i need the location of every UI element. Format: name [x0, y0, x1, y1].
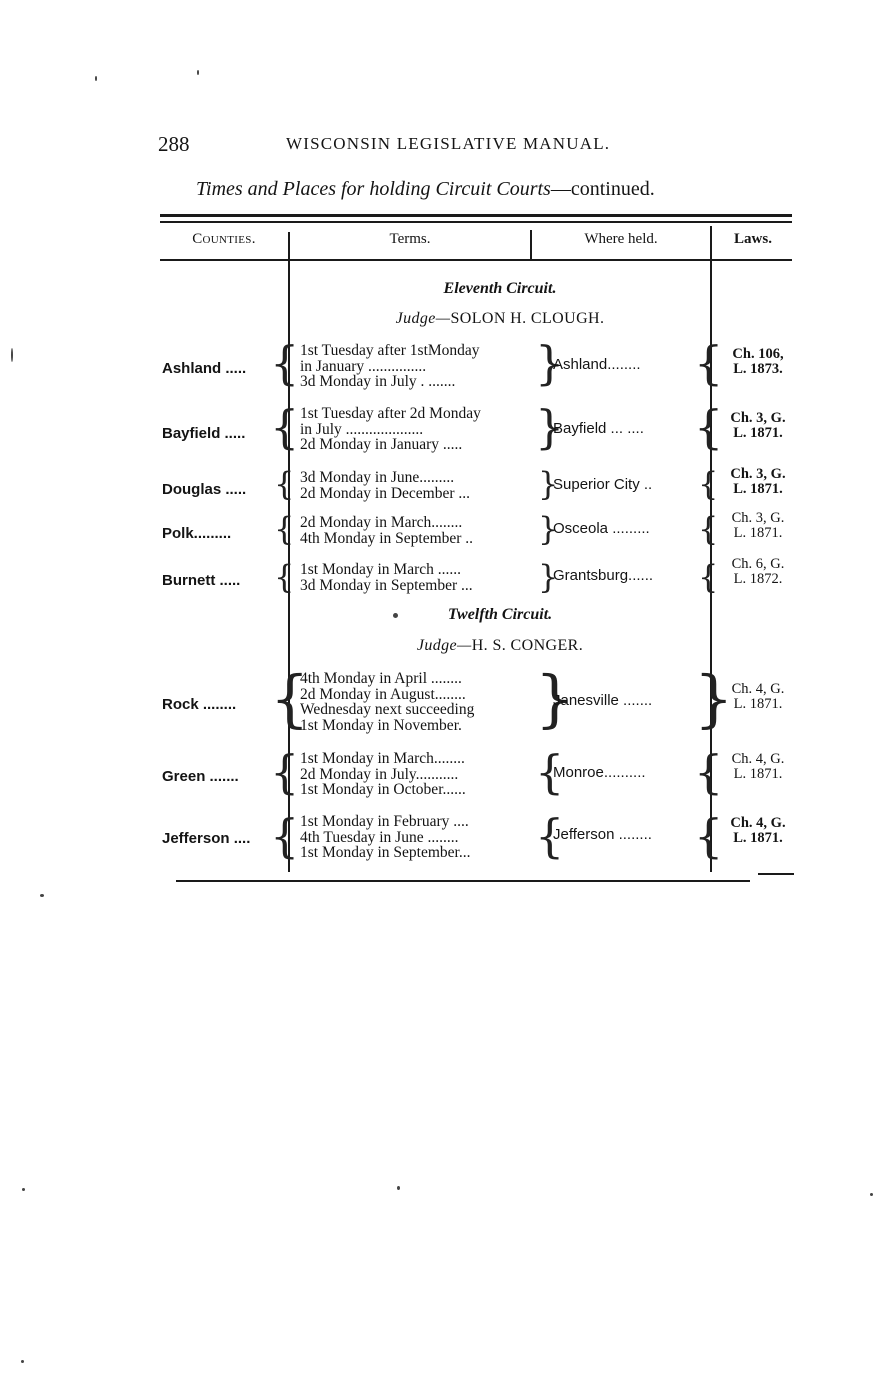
left-brace: { [694, 745, 724, 799]
ink-speck [197, 70, 199, 75]
term-line: 3d Monday in July . ....... [300, 373, 456, 390]
term-line: 1st Monday in October...... [300, 781, 466, 798]
place-held: Osceola ......... [553, 520, 650, 537]
term-line: 2d Monday in January ..... [300, 436, 463, 453]
law-year: L. 1871. [733, 481, 783, 497]
term-line: 4th Monday in September .. [300, 529, 474, 547]
law-year: L. 1872. [733, 571, 783, 587]
terms-cell [300, 470, 470, 501]
law-chapter: Ch. 4, G. [731, 751, 785, 767]
county-name: Polk......... [162, 525, 232, 542]
law-reference [722, 682, 794, 712]
left-brace: { [270, 662, 310, 735]
left-brace: { [270, 809, 300, 863]
table-caption [196, 178, 655, 201]
judge-line [290, 637, 710, 655]
judge-prefix: Judge— [416, 637, 472, 654]
left-brace: { [535, 745, 565, 799]
term-line: 1st Tuesday after 2d Monday [300, 405, 481, 422]
right-brace: } [535, 400, 565, 454]
caption-italic: Times and Places for holding Circuit Courts [196, 178, 551, 200]
law-reference [722, 511, 794, 541]
term-line: 4th Tuesday in June ........ [300, 828, 459, 846]
ink-speck [40, 894, 44, 897]
term-line: 2d Monday in July........... [300, 765, 459, 783]
ink-speck [870, 1193, 873, 1196]
terms-cell [300, 562, 473, 593]
page-number: 288 [158, 132, 190, 156]
left-brace: { [274, 465, 295, 503]
judge-line [290, 310, 710, 328]
right-brace: } [538, 465, 559, 503]
law-chapter: Ch. 106, [732, 346, 784, 362]
law-chapter: Ch. 3, G. [730, 410, 786, 426]
term-line: in July .................... [300, 420, 424, 438]
term-line: 2d Monday in December ... [300, 484, 471, 502]
place-held: Janesville ....... [553, 692, 653, 709]
circuit-heading: Eleventh Circuit. [443, 280, 557, 297]
terms-cell [300, 814, 471, 861]
term-line: in January ............... [300, 357, 427, 375]
county-name: Bayfield ..... [162, 425, 246, 442]
law-year: L. 1871. [733, 830, 783, 846]
bottom-rule [176, 880, 750, 882]
place-held: Ashland........ [553, 356, 641, 373]
ink-speck [22, 1188, 25, 1191]
law-reference [722, 752, 794, 782]
law-chapter: Ch. 3, G. [730, 466, 786, 482]
ink-speck [95, 76, 97, 81]
term-line: 1st Monday in March........ [300, 750, 465, 767]
left-brace: { [270, 336, 300, 390]
term-line: 3d Monday in September ... [300, 576, 473, 594]
terms-cell [300, 406, 481, 453]
right-brace: } [535, 336, 565, 390]
terms-cell [300, 751, 466, 798]
ink-speck [11, 348, 13, 362]
place-held: Superior City .. [553, 476, 653, 493]
term-line: 1st Monday in September... [300, 844, 471, 861]
county-name: Rock ........ [162, 696, 237, 713]
law-year: L. 1873. [733, 361, 783, 377]
terms-cell [300, 343, 480, 390]
circuit-heading: Twelfth Circuit. [447, 606, 553, 623]
law-year: L. 1871. [733, 696, 783, 712]
law-reference [722, 347, 794, 377]
law-reference [722, 816, 794, 846]
term-line: 4th Monday in April ........ [300, 670, 462, 687]
county-name: Jefferson .... [162, 830, 251, 847]
term-line: 3d Monday in June......... [300, 469, 455, 486]
term-line: 1st Monday in February .... [300, 813, 469, 830]
law-reference [722, 467, 794, 497]
judge-name: H. S. CONGER. [471, 637, 584, 654]
term-line: 2d Monday in March........ [300, 514, 463, 531]
left-brace: { [698, 558, 719, 596]
top-rule-thick [160, 214, 792, 217]
ink-speck [21, 1360, 24, 1363]
left-brace: { [535, 809, 565, 863]
law-reference [722, 411, 794, 441]
term-line: 1st Tuesday after 1stMonday [300, 342, 480, 359]
law-chapter: Ch. 4, G. [730, 815, 786, 831]
law-chapter: Ch. 6, G. [731, 556, 785, 572]
caption-suffix: —continued. [550, 178, 655, 200]
county-name: Green ....... [162, 768, 239, 785]
term-line: 2d Monday in August........ [300, 685, 466, 703]
place-held: Jefferson ........ [553, 826, 652, 843]
law-year: L. 1871. [733, 525, 783, 541]
place-held: Monroe.......... [553, 764, 646, 781]
ink-speck [397, 1186, 400, 1190]
term-line: Wednesday next succeeding [300, 701, 475, 718]
top-rule-thin [160, 221, 792, 223]
judge-prefix: Judge— [395, 310, 451, 327]
terms-cell [300, 671, 474, 733]
place-held: Grantsburg...... [553, 567, 654, 584]
left-brace: { [698, 510, 719, 548]
header-rule [160, 259, 792, 261]
right-brace: } [538, 558, 559, 596]
law-chapter: Ch. 4, G. [731, 681, 785, 697]
term-line: 1st Monday in November. [300, 716, 462, 734]
left-brace: { [694, 809, 724, 863]
running-title: WISCONSIN LEGISLATIVE MANUAL. [286, 134, 611, 153]
place-held: Bayfield ... .... [553, 420, 644, 437]
term-line: 1st Monday in March ...... [300, 561, 462, 578]
left-brace: { [274, 558, 295, 596]
left-brace: { [694, 400, 724, 454]
left-brace: { [694, 336, 724, 390]
law-reference [722, 557, 794, 587]
right-brace: } [535, 662, 575, 735]
law-year: L. 1871. [733, 766, 783, 782]
column-header-laws: Laws. [734, 231, 772, 247]
left-brace: { [698, 465, 719, 503]
county-name: Ashland ..... [162, 360, 247, 377]
county-name: Douglas ..... [162, 481, 247, 498]
left-brace: { [270, 745, 300, 799]
column-header-counties: Counties. [192, 231, 256, 247]
left-brace: { [274, 510, 295, 548]
right-brace: } [538, 510, 559, 548]
law-chapter: Ch. 3, G. [731, 510, 785, 526]
column-header-where-held: Where held. [584, 231, 658, 247]
column-header-terms: Terms. [389, 231, 431, 247]
county-name: Burnett ..... [162, 572, 241, 589]
law-year: L. 1871. [733, 425, 783, 441]
terms-cell [300, 515, 473, 546]
bottom-rule-dash [758, 873, 794, 875]
left-brace: { [270, 400, 300, 454]
right-brace: } [694, 662, 734, 735]
judge-name: SOLON H. CLOUGH. [450, 310, 605, 327]
